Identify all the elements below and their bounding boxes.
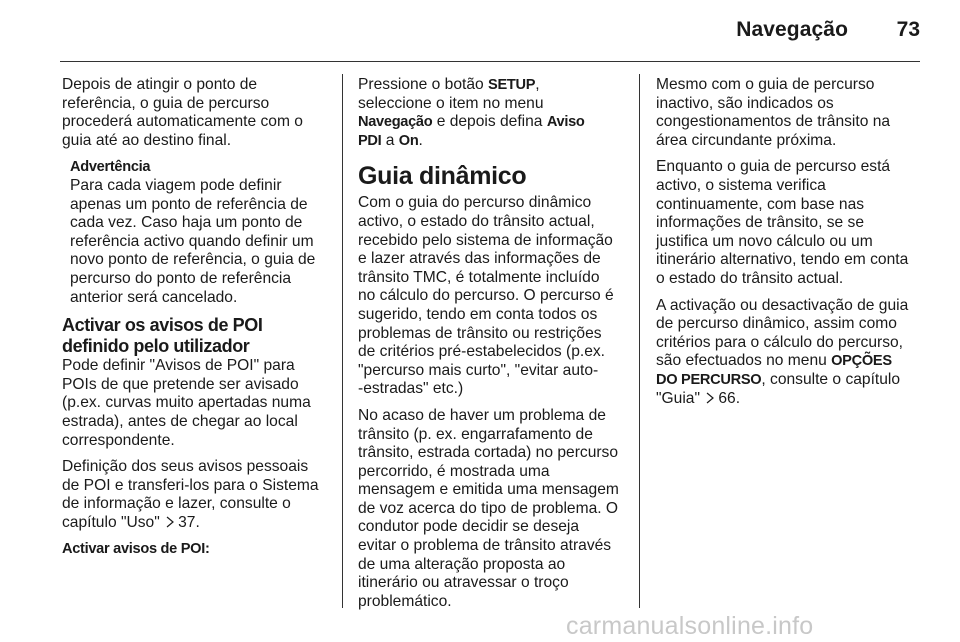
page-reference-arrow-icon	[705, 392, 715, 404]
page-reference[interactable]: 37.	[178, 513, 200, 531]
column-2	[358, 76, 628, 611]
page-number: 73	[896, 18, 920, 41]
warning-title: Advertência	[70, 159, 151, 176]
menu-navegacao-ref: Navegação	[358, 114, 433, 131]
setup-paragraph: Pressione o botão SETUP, seleccione o item no menu Navegação e depois defina Aviso PDI a On.	[358, 76, 585, 149]
watermark: carmanualsonline.info	[566, 612, 814, 640]
poi-paragraph-2: Definição dos seus avisos pessoais de POI e transferi-los para o Sistema de informação e lazer, consulte o capítulo "Uso" 37.	[62, 458, 319, 531]
poi-paragraph-1: Pode definir "Avisos de POI" para POIs de que pretende ser avisado (p.ex. curvas muito apertadas numa estrada), antes de chegar ao local correspondente.	[62, 357, 311, 449]
column-1	[62, 76, 332, 559]
traffic-paragraph-1: Mesmo com o guia de percurso inactivo, são indicados os congestionamentos de trânsito na área circundante próxima.	[656, 76, 891, 149]
page-title: Navegação	[736, 18, 848, 41]
page-reference-arrow-icon	[165, 516, 175, 528]
traffic-paragraph-2: Enquanto o guia de percurso está activo, o sistema verifica continuamente, com base nas informações de trânsito, se se justifica um novo cálculo ou um itinerário alternativo, tendo em conta o estado do trânsito actual.	[656, 158, 909, 287]
column-divider-2	[639, 74, 640, 608]
dynamic-guide-paragraph-1: Com o guia do percurso dinâmico activo, o estado do trânsito actual, recebido pelo sistema de informação e lazer através das informações de trânsito TMC, é totalmente incluído no cálculo do percurso. O percurso é sugerido, tendo em conta todos os problemas de trânsito ou restrições de critérios pré-estabelecidos (p.ex. "percurso mais curto", "evitar auto- -estradas" etc.)	[358, 194, 614, 398]
traffic-paragraph-3: A activação ou desactivação de guia de percurso dinâmico, assim como critérios para o cálculo do percurso, são efectuados no menu OPÇÕES DO PERCURSO, consulte o capítulo "Guia" 66.	[656, 296, 909, 407]
page-reference[interactable]: 66.	[718, 389, 741, 407]
warning-box: Advertência Para cada viagem pode definir apenas um ponto de referência de cada vez. Caso haja um ponto de referência activo quando definir um novo ponto de referência, o guia de percurso do ponto de referência anterior será cancelado.	[62, 158, 332, 307]
dynamic-guide-paragraph-2: No acaso de haver um problema de trânsito (p. ex. engarrafamento de trânsito, estrada cortada) no percurso percorrido, é mostrada uma mensagem e emitida uma mensagem de voz acerca do tipo de problema. O condutor pode decidir se deseja evitar o problema de trânsito através de uma alteração proposta ao itinerário ou atravessar o troço problemático.	[358, 406, 619, 610]
intro-paragraph: Depois de atingir o ponto de referência, o guia de percurso procederá automaticamente com o guia até ao destino final.	[62, 76, 303, 149]
route-options-menu-ref: OPÇÕES	[831, 353, 892, 370]
column-divider-1	[342, 74, 343, 608]
column-3	[656, 76, 924, 408]
section-heading-dynamic-guide: Guia dinâmico	[358, 162, 527, 191]
activate-poi-label: Activar avisos de POI:	[62, 541, 210, 558]
section-heading-poi: Activar os avisos de POI definido pelo utilizador	[62, 315, 263, 357]
page-header	[0, 0, 960, 62]
setup-button-ref: SETUP	[488, 77, 536, 93]
header-rule	[60, 61, 920, 62]
